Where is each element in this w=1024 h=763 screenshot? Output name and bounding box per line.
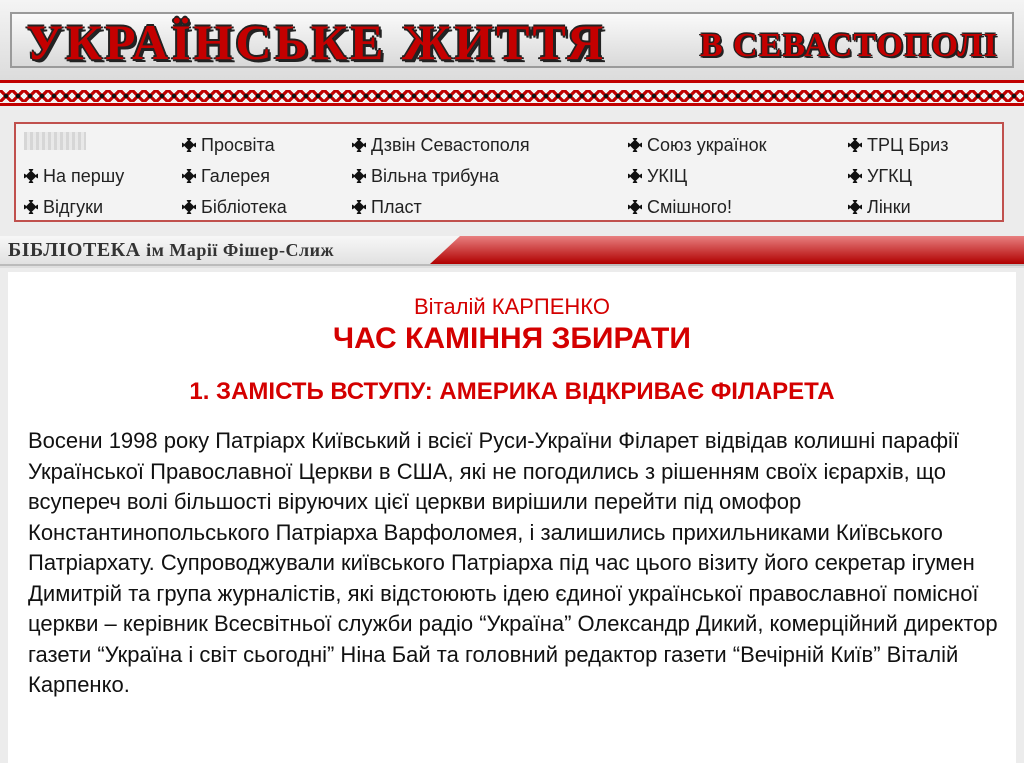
nav-link-label: Галерея: [201, 166, 271, 186]
article-author: Віталій КАРПЕНКО: [414, 294, 610, 319]
nav-link-label: Дзвін Севастополя: [371, 135, 530, 155]
article-paragraph: Восени 1998 року Патріарх Київський і всієї Руси-України Філарет відвідав колишні парафії Української Православної Церкви в США, які не погодились з рішенням своїх ієрархів, що всупереч волі більшості віруючих цієї церкви вирішили перейти під омофор Константинопольського Патріарха Варфоломея, і залишились прихильниками Київського Патріархату. Супроводжували київського Патріарха під час цього візиту його секретар ігумен Димитрій та група журналістів, які відстоюють ідею єдиної української православної помісної церкви – керівник Всесвітньої служби радіо “Україна” Олександр Дикий, комерційний директор газети “Україна і світ сьогодні” Ніна Бай та головний редактор газети “Вечірній Київ” Віталій Карпенко.: [28, 428, 998, 697]
section-title: [8, 239, 334, 262]
section-accent: [430, 236, 1024, 264]
ornament-icon: [628, 138, 642, 152]
ornament-icon: [24, 200, 38, 214]
nav-link-humor[interactable]: [628, 196, 732, 218]
nav-link-label: Вільна трибуна: [371, 166, 500, 186]
article-title: ЧАС КАМІННЯ ЗБИРАТИ: [333, 322, 691, 355]
ornament-icon: [848, 169, 862, 183]
nav-link-dzvin[interactable]: [352, 134, 530, 156]
nav-menu: [14, 122, 1004, 222]
site-subtitle: В СЕВАСТОПОЛІ: [700, 27, 998, 64]
nav-link-ugkc[interactable]: [848, 165, 912, 187]
nav-link-gallery[interactable]: [182, 165, 270, 187]
ornament-icon: [848, 138, 862, 152]
site-title[interactable]: УКРАЇНСЬКЕ ЖИТТЯ: [26, 14, 607, 70]
section-header: [0, 236, 1024, 268]
nav-link-ukits[interactable]: [628, 165, 687, 187]
nav-link-label: Бібліотека: [201, 197, 287, 217]
nav-link-tribune[interactable]: [352, 165, 499, 187]
nav-link-label: Лінки: [867, 197, 911, 217]
nav-link-home[interactable]: [24, 165, 124, 187]
ornament-icon: [352, 138, 366, 152]
section-title-rest: ім Марії Фішер-Слиж: [146, 240, 335, 260]
nav-link-label: ТРЦ Бриз: [867, 135, 949, 155]
nav-link-prosvita[interactable]: [182, 134, 275, 156]
nav-link-links[interactable]: [848, 196, 911, 218]
nav-link-label: Смішного!: [647, 197, 732, 217]
ornament-icon: [628, 169, 642, 183]
ornament-icon: [352, 169, 366, 183]
nav-link-label: Пласт: [371, 197, 422, 217]
article-subtitle: 1. ЗАМІСТЬ ВСТУПУ: АМЕРИКА ВІДКРИВАЄ ФІЛАРЕТА: [189, 378, 835, 405]
article: [8, 272, 1016, 763]
nav-link-label: Союз українок: [647, 135, 767, 155]
nav-link-label: Просвіта: [201, 135, 275, 155]
section-divider: [0, 264, 1024, 266]
site-banner: [0, 0, 1024, 80]
nav-link-plast[interactable]: [352, 196, 422, 218]
ornament-icon: [182, 169, 196, 183]
embroidery-ornament: [0, 80, 1024, 106]
blurred-logo: [24, 132, 86, 150]
nav-link-bryz[interactable]: [848, 134, 948, 156]
nav-link-label: Відгуки: [43, 197, 104, 217]
nav-link-label: УКІЦ: [647, 166, 688, 186]
ornament-icon: [352, 200, 366, 214]
section-title-main: БІБЛІОТЕКА: [8, 239, 141, 261]
nav-link-soyuz[interactable]: [628, 134, 767, 156]
ornament-icon: [182, 200, 196, 214]
nav-link-feedback[interactable]: [24, 196, 103, 218]
ornament-icon: [182, 138, 196, 152]
nav-link-library[interactable]: [182, 196, 287, 218]
ornament-icon: [24, 169, 38, 183]
nav-link-label: УГКЦ: [867, 166, 912, 186]
ornament-icon: [628, 200, 642, 214]
ornament-icon: [848, 200, 862, 214]
nav-area: [0, 106, 1024, 236]
nav-link-label: На першу: [43, 166, 125, 186]
